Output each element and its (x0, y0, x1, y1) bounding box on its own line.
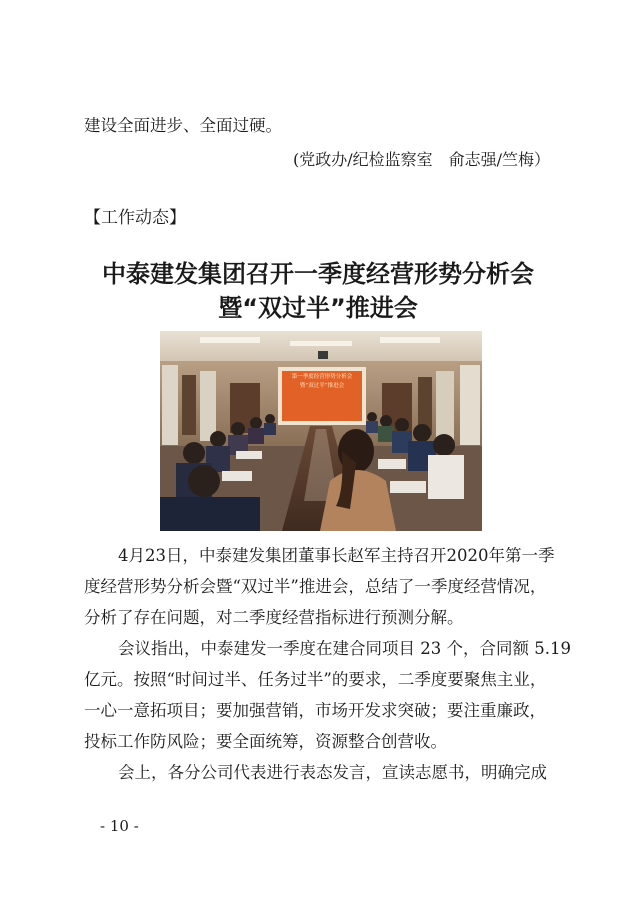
paragraph-1-line-1: 4月23日，中泰建发集团董事长赵军主持召开2020年第一季 (118, 546, 555, 565)
author-signature: (党政办/纪检监察室 俞志强/竺梅） (292, 150, 550, 169)
intro-line: 建设全面进步、全面过硬。 (84, 116, 282, 135)
article-title-line-1: 中泰建发集团召开一季度经营形势分析会 (102, 260, 534, 288)
paragraph-2-line-3: 一心一意拓项目；要加强营销，市场开发求突破；要注重廉政， (84, 701, 546, 720)
meeting-photo (160, 331, 482, 531)
article-title-line-2: 暨“双过半”推进会 (218, 294, 418, 322)
paragraph-3-line-1: 会上，各分公司代表进行表态发言，宣读志愿书，明确完成 (118, 763, 547, 782)
paragraph-1-line-3: 分析了存在问题，对二季度经营指标进行预测分解。 (84, 608, 464, 627)
meeting-scene (160, 331, 482, 531)
slide-line-2: 暨“双过半”推进会 (299, 383, 345, 389)
slide-line-1: 第一季度经营形势分析会 (291, 374, 353, 380)
paragraph-2-line-2: 亿元。按照“时间过半、任务过半”的要求，二季度要聚焦主业， (84, 670, 547, 689)
projection-screen-text (282, 373, 362, 391)
paragraph-2-line-4: 投标工作防风险；要全面统筹，资源整合创营收。 (84, 732, 447, 751)
paragraph-2-line-1: 会议指出，中泰建发一季度在建合同项目 23 个，合同额 5.19 (118, 639, 571, 658)
paragraph-1-line-2: 度经营形势分析会暨“双过半”推进会，总结了一季度经营情况， (84, 577, 547, 596)
page-number: - 10 - (100, 817, 139, 835)
section-label: 【工作动态】 (84, 208, 186, 228)
